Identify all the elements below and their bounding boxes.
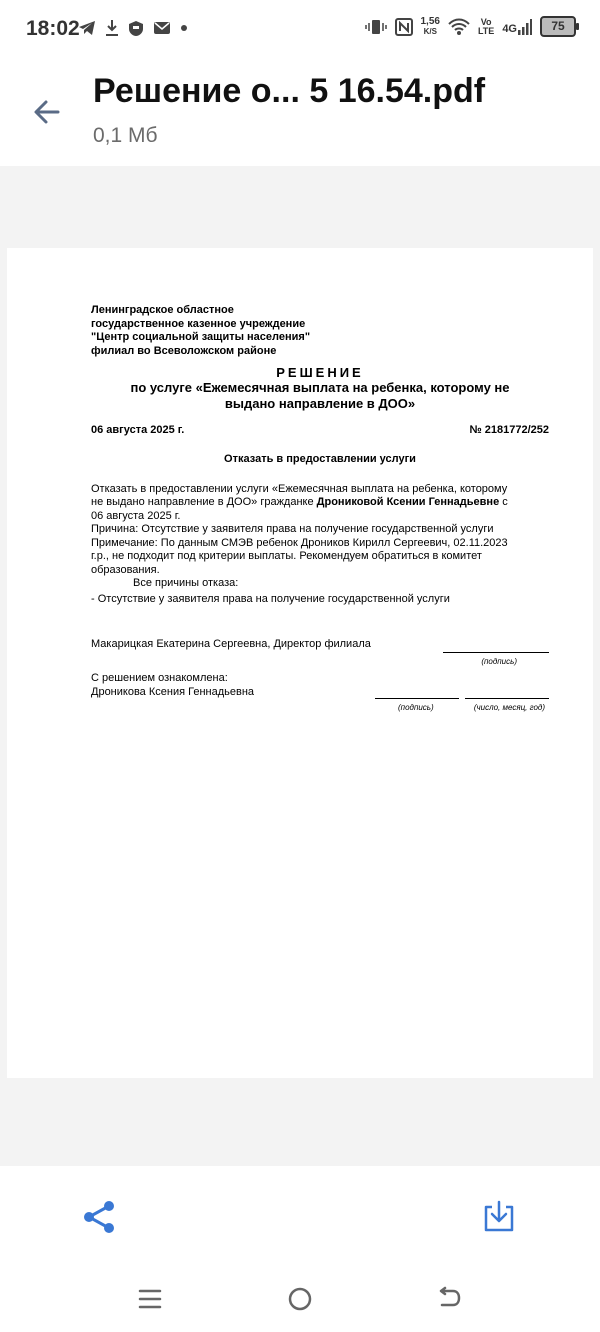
notification-icons — [78, 19, 188, 37]
dot-icon — [180, 24, 188, 32]
all-reasons-label: Все причины отказа: — [133, 577, 239, 589]
signer-block — [91, 638, 549, 668]
wifi-icon — [448, 18, 470, 36]
body-text: не выдано направление в ДОО» гражданке — [91, 496, 317, 508]
signer-name: Макарицкая Екатерина Сергеевна, Директор филиала — [91, 638, 371, 650]
battery-indicator: 75 — [540, 16, 576, 37]
action-bar — [0, 1166, 600, 1266]
status-time: 18:02 — [26, 17, 80, 40]
signal-bars-icon — [518, 19, 532, 35]
file-size: 0,1 Мб — [93, 124, 158, 147]
document-number: № 2181772/252 — [469, 423, 549, 436]
back-icon[interactable] — [436, 1286, 462, 1312]
net-speed-unit: K/S — [423, 26, 437, 36]
share-icon[interactable] — [80, 1198, 118, 1236]
file-title: Решение о... 5 16.54.pdf — [93, 72, 486, 110]
refusal-title: Отказать в предоставлении услуги — [224, 453, 416, 465]
org-line: "Центр социальной защиты населения" — [91, 331, 311, 343]
network-type: 4G — [502, 22, 517, 35]
ack-date-caption: (число, месяц, год) — [473, 703, 545, 712]
telegram-icon — [78, 20, 96, 36]
document-subheading-1: по услуге «Ежемесячная выплата на ребенка, которому не — [130, 379, 510, 395]
acknowledgement-block — [91, 672, 549, 712]
nfc-icon — [395, 18, 413, 36]
applicant-name: Дрониковой Ксении Геннадьевне — [316, 496, 500, 508]
document-heading: РЕШЕНИЕ — [276, 365, 364, 380]
volte-top: Vo — [480, 16, 492, 27]
signature-caption: (подпись) — [481, 657, 517, 666]
download-notification-icon — [105, 19, 119, 37]
ack-label: С решением ознакомлена: — [91, 672, 228, 684]
arrow-left-icon[interactable] — [28, 93, 66, 131]
org-line: Ленинградское областное — [91, 304, 234, 316]
org-name — [91, 304, 549, 358]
menu-icon[interactable] — [137, 1288, 163, 1310]
vibrate-icon — [365, 18, 387, 36]
cellular-signal — [502, 19, 532, 35]
decision-body — [91, 483, 549, 607]
body-text: с — [499, 496, 508, 508]
note-line: г.р., не подходит под критерии выплаты. Рекомендуем обратиться в комитет — [91, 550, 482, 562]
body-line: Отказать в предоставлении услуги «Ежемесячная выплата на ребенка, которому — [91, 482, 508, 495]
note-line: образования. — [91, 563, 160, 576]
ack-signature-line — [375, 698, 459, 699]
mail-icon — [153, 21, 171, 35]
org-line: филиал во Всеволожском районе — [91, 344, 277, 357]
reason-item: - Отсутствие у заявителя права на получение государственной услуги — [91, 592, 450, 605]
ack-name: Дроникова Ксения Геннадьевна — [91, 685, 255, 698]
system-nav-bar — [0, 1266, 600, 1332]
note-line: Примечание: По данным СМЭВ ребенок Дроников Кирилл Сергеевич, 02.11.2023 — [91, 536, 508, 549]
download-icon[interactable] — [480, 1198, 518, 1236]
status-right — [365, 16, 577, 37]
ack-signature-caption: (подпись) — [398, 703, 434, 712]
status-bar — [0, 0, 600, 60]
pdf-viewer[interactable] — [0, 166, 600, 1166]
body-line — [91, 496, 549, 510]
reason-line: Причина: Отсутствие у заявителя права на получение государственной услуги — [91, 523, 494, 535]
net-speed-value: 1,56 — [420, 15, 440, 27]
volte-bottom: LTE — [477, 25, 495, 36]
signature-line — [443, 652, 549, 653]
org-line: государственное казенное учреждение — [91, 317, 306, 330]
date-number-row — [91, 424, 549, 438]
volte-indicator — [478, 18, 494, 36]
document-content — [91, 304, 549, 712]
document-subheading-2: выдано направление в ДОО» — [224, 395, 416, 411]
net-speed — [421, 17, 440, 37]
shield-icon — [128, 20, 144, 37]
home-icon[interactable] — [287, 1286, 313, 1312]
body-line: 06 августа 2025 г. — [91, 509, 181, 522]
app-header — [0, 60, 600, 166]
ack-date-line — [465, 698, 549, 699]
document-date: 06 августа 2025 г. — [91, 423, 185, 436]
pdf-page — [7, 248, 593, 1078]
